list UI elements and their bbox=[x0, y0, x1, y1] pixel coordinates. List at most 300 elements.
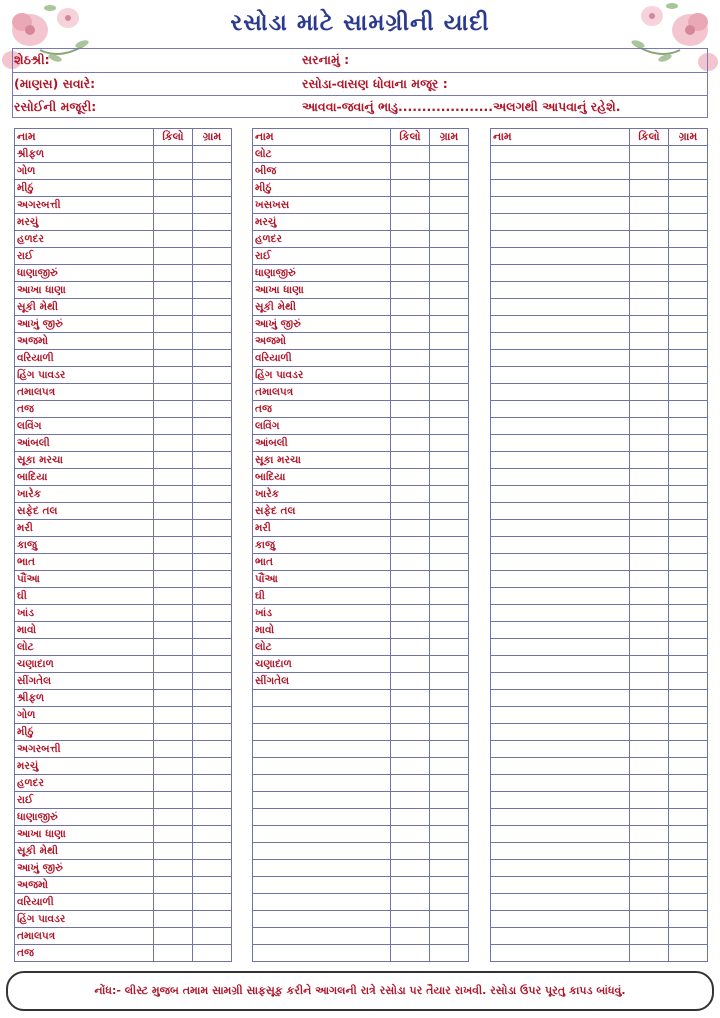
kilo-cell[interactable] bbox=[630, 520, 669, 537]
kilo-cell[interactable] bbox=[154, 758, 193, 775]
kilo-cell[interactable] bbox=[391, 231, 430, 248]
kilo-cell[interactable] bbox=[154, 384, 193, 401]
gram-cell[interactable] bbox=[193, 622, 232, 639]
gram-cell[interactable] bbox=[669, 809, 708, 826]
kilo-cell[interactable] bbox=[391, 316, 430, 333]
kilo-cell[interactable] bbox=[391, 486, 430, 503]
gram-cell[interactable] bbox=[430, 146, 469, 163]
gram-cell[interactable] bbox=[193, 282, 232, 299]
gram-cell[interactable] bbox=[669, 656, 708, 673]
kilo-cell[interactable] bbox=[630, 792, 669, 809]
gram-cell[interactable] bbox=[430, 639, 469, 656]
gram-cell[interactable] bbox=[430, 758, 469, 775]
gram-cell[interactable] bbox=[669, 231, 708, 248]
kilo-cell[interactable] bbox=[154, 197, 193, 214]
gram-cell[interactable] bbox=[669, 622, 708, 639]
gram-cell[interactable] bbox=[193, 214, 232, 231]
kilo-cell[interactable] bbox=[154, 486, 193, 503]
gram-cell[interactable] bbox=[193, 401, 232, 418]
gram-cell[interactable] bbox=[669, 741, 708, 758]
kilo-cell[interactable] bbox=[630, 571, 669, 588]
kilo-cell[interactable] bbox=[154, 860, 193, 877]
kilo-cell[interactable] bbox=[630, 605, 669, 622]
gram-cell[interactable] bbox=[193, 537, 232, 554]
gram-cell[interactable] bbox=[430, 214, 469, 231]
gram-cell[interactable] bbox=[193, 775, 232, 792]
kilo-cell[interactable] bbox=[154, 418, 193, 435]
gram-cell[interactable] bbox=[193, 554, 232, 571]
kilo-cell[interactable] bbox=[630, 265, 669, 282]
kilo-cell[interactable] bbox=[391, 350, 430, 367]
gram-cell[interactable] bbox=[193, 656, 232, 673]
gram-cell[interactable] bbox=[430, 588, 469, 605]
gram-cell[interactable] bbox=[193, 707, 232, 724]
kilo-cell[interactable] bbox=[630, 639, 669, 656]
gram-cell[interactable] bbox=[669, 945, 708, 962]
gram-cell[interactable] bbox=[193, 486, 232, 503]
kilo-cell[interactable] bbox=[391, 571, 430, 588]
kilo-cell[interactable] bbox=[391, 367, 430, 384]
gram-cell[interactable] bbox=[193, 843, 232, 860]
kilo-cell[interactable] bbox=[391, 554, 430, 571]
gram-cell[interactable] bbox=[430, 605, 469, 622]
kilo-cell[interactable] bbox=[154, 792, 193, 809]
gram-cell[interactable] bbox=[430, 486, 469, 503]
kilo-cell[interactable] bbox=[154, 333, 193, 350]
gram-cell[interactable] bbox=[669, 639, 708, 656]
gram-cell[interactable] bbox=[193, 945, 232, 962]
gram-cell[interactable] bbox=[430, 707, 469, 724]
kilo-cell[interactable] bbox=[630, 384, 669, 401]
gram-cell[interactable] bbox=[669, 707, 708, 724]
kilo-cell[interactable] bbox=[154, 571, 193, 588]
kilo-cell[interactable] bbox=[391, 435, 430, 452]
gram-cell[interactable] bbox=[669, 554, 708, 571]
gram-cell[interactable] bbox=[430, 163, 469, 180]
gram-cell[interactable] bbox=[193, 384, 232, 401]
kilo-cell[interactable] bbox=[154, 520, 193, 537]
kilo-cell[interactable] bbox=[154, 469, 193, 486]
kilo-cell[interactable] bbox=[630, 146, 669, 163]
gram-cell[interactable] bbox=[193, 826, 232, 843]
kilo-cell[interactable] bbox=[630, 248, 669, 265]
kilo-cell[interactable] bbox=[154, 775, 193, 792]
gram-cell[interactable] bbox=[669, 758, 708, 775]
kilo-cell[interactable] bbox=[154, 316, 193, 333]
gram-cell[interactable] bbox=[669, 486, 708, 503]
kilo-cell[interactable] bbox=[391, 401, 430, 418]
gram-cell[interactable] bbox=[669, 775, 708, 792]
gram-cell[interactable] bbox=[430, 928, 469, 945]
kilo-cell[interactable] bbox=[391, 605, 430, 622]
gram-cell[interactable] bbox=[669, 537, 708, 554]
kilo-cell[interactable] bbox=[630, 350, 669, 367]
gram-cell[interactable] bbox=[669, 333, 708, 350]
kilo-cell[interactable] bbox=[391, 384, 430, 401]
kilo-cell[interactable] bbox=[391, 945, 430, 962]
item-name bbox=[491, 673, 630, 690]
kilo-cell[interactable] bbox=[154, 214, 193, 231]
gram-cell[interactable] bbox=[430, 180, 469, 197]
kilo-cell[interactable] bbox=[630, 724, 669, 741]
gram-cell[interactable] bbox=[430, 826, 469, 843]
gram-cell[interactable] bbox=[669, 673, 708, 690]
kilo-cell[interactable] bbox=[391, 877, 430, 894]
gram-cell[interactable] bbox=[430, 724, 469, 741]
gram-cell[interactable] bbox=[430, 775, 469, 792]
item-name: વરિયાળી bbox=[253, 350, 391, 367]
kilo-cell[interactable] bbox=[154, 639, 193, 656]
kilo-cell[interactable] bbox=[391, 622, 430, 639]
kilo-cell[interactable] bbox=[391, 707, 430, 724]
kilo-cell[interactable] bbox=[154, 282, 193, 299]
kilo-cell[interactable] bbox=[630, 809, 669, 826]
kilo-cell[interactable] bbox=[154, 537, 193, 554]
kilo-cell[interactable] bbox=[391, 809, 430, 826]
kilo-cell[interactable] bbox=[630, 418, 669, 435]
gram-cell[interactable] bbox=[193, 418, 232, 435]
kilo-cell[interactable] bbox=[630, 503, 669, 520]
kilo-cell[interactable] bbox=[391, 537, 430, 554]
gram-cell[interactable] bbox=[669, 214, 708, 231]
kilo-cell[interactable] bbox=[391, 673, 430, 690]
gram-cell[interactable] bbox=[669, 197, 708, 214]
kilo-cell[interactable] bbox=[391, 248, 430, 265]
gram-cell[interactable] bbox=[193, 333, 232, 350]
gram-cell[interactable] bbox=[193, 724, 232, 741]
kilo-cell[interactable] bbox=[391, 656, 430, 673]
kilo-cell[interactable] bbox=[391, 588, 430, 605]
kilo-cell[interactable] bbox=[154, 350, 193, 367]
kilo-cell[interactable] bbox=[630, 537, 669, 554]
table-row bbox=[15, 367, 232, 384]
kilo-cell[interactable] bbox=[391, 197, 430, 214]
kilo-cell[interactable] bbox=[154, 180, 193, 197]
gram-cell[interactable] bbox=[193, 197, 232, 214]
kilo-cell[interactable] bbox=[630, 860, 669, 877]
kilo-cell[interactable] bbox=[154, 588, 193, 605]
kilo-cell[interactable] bbox=[630, 622, 669, 639]
gram-cell[interactable] bbox=[430, 503, 469, 520]
kilo-cell[interactable] bbox=[630, 197, 669, 214]
gram-cell[interactable] bbox=[193, 520, 232, 537]
kilo-cell[interactable] bbox=[391, 758, 430, 775]
kilo-cell[interactable] bbox=[391, 724, 430, 741]
gram-cell[interactable] bbox=[430, 299, 469, 316]
gram-cell[interactable] bbox=[430, 945, 469, 962]
gram-cell[interactable] bbox=[669, 690, 708, 707]
gram-cell[interactable] bbox=[669, 605, 708, 622]
kilo-cell[interactable] bbox=[630, 911, 669, 928]
kilo-cell[interactable] bbox=[391, 741, 430, 758]
gram-cell[interactable] bbox=[193, 690, 232, 707]
kilo-cell[interactable] bbox=[630, 231, 669, 248]
gram-cell[interactable] bbox=[430, 248, 469, 265]
gram-cell[interactable] bbox=[669, 401, 708, 418]
gram-cell[interactable] bbox=[430, 690, 469, 707]
kilo-cell[interactable] bbox=[391, 690, 430, 707]
item-name bbox=[491, 554, 630, 571]
gram-cell[interactable] bbox=[193, 231, 232, 248]
gram-cell[interactable] bbox=[669, 843, 708, 860]
kilo-cell[interactable] bbox=[391, 265, 430, 282]
gram-cell[interactable] bbox=[430, 469, 469, 486]
kilo-cell[interactable] bbox=[154, 843, 193, 860]
gram-cell[interactable] bbox=[430, 265, 469, 282]
gram-cell[interactable] bbox=[430, 367, 469, 384]
kilo-cell[interactable] bbox=[630, 486, 669, 503]
kilo-cell[interactable] bbox=[391, 826, 430, 843]
kilo-cell[interactable] bbox=[154, 928, 193, 945]
table-row bbox=[253, 656, 469, 673]
gram-cell[interactable] bbox=[193, 265, 232, 282]
gram-cell[interactable] bbox=[430, 656, 469, 673]
gram-cell[interactable] bbox=[193, 877, 232, 894]
kilo-cell[interactable] bbox=[630, 214, 669, 231]
gram-cell[interactable] bbox=[669, 588, 708, 605]
kilo-cell[interactable] bbox=[154, 894, 193, 911]
gram-cell[interactable] bbox=[430, 333, 469, 350]
gram-cell[interactable] bbox=[430, 809, 469, 826]
kilo-cell[interactable] bbox=[391, 775, 430, 792]
gram-cell[interactable] bbox=[669, 282, 708, 299]
gram-cell[interactable] bbox=[669, 367, 708, 384]
gram-cell[interactable] bbox=[669, 350, 708, 367]
gram-cell[interactable] bbox=[193, 571, 232, 588]
kilo-cell[interactable] bbox=[630, 299, 669, 316]
gram-cell[interactable] bbox=[669, 163, 708, 180]
gram-cell[interactable] bbox=[669, 894, 708, 911]
gram-cell[interactable] bbox=[430, 741, 469, 758]
kilo-cell[interactable] bbox=[630, 401, 669, 418]
kilo-cell[interactable] bbox=[630, 435, 669, 452]
kilo-cell[interactable] bbox=[630, 741, 669, 758]
kilo-cell[interactable] bbox=[630, 707, 669, 724]
kilo-cell[interactable] bbox=[630, 180, 669, 197]
kilo-cell[interactable] bbox=[391, 333, 430, 350]
kilo-cell[interactable] bbox=[630, 656, 669, 673]
gram-cell[interactable] bbox=[193, 639, 232, 656]
gram-cell[interactable] bbox=[193, 452, 232, 469]
kilo-cell[interactable] bbox=[391, 299, 430, 316]
gram-cell[interactable] bbox=[669, 299, 708, 316]
gram-cell[interactable] bbox=[430, 877, 469, 894]
kilo-cell[interactable] bbox=[630, 333, 669, 350]
kilo-cell[interactable] bbox=[630, 775, 669, 792]
gram-cell[interactable] bbox=[669, 418, 708, 435]
kilo-cell[interactable] bbox=[630, 316, 669, 333]
kilo-cell[interactable] bbox=[630, 894, 669, 911]
kilo-cell[interactable] bbox=[630, 928, 669, 945]
kilo-cell[interactable] bbox=[391, 860, 430, 877]
gram-cell[interactable] bbox=[430, 350, 469, 367]
kilo-cell[interactable] bbox=[154, 452, 193, 469]
table-row bbox=[15, 775, 232, 792]
table-row bbox=[253, 197, 469, 214]
gram-cell[interactable] bbox=[430, 231, 469, 248]
gram-cell[interactable] bbox=[193, 911, 232, 928]
gram-cell[interactable] bbox=[669, 877, 708, 894]
kilo-cell[interactable] bbox=[391, 282, 430, 299]
kilo-cell[interactable] bbox=[154, 877, 193, 894]
kilo-cell[interactable] bbox=[630, 452, 669, 469]
kilo-cell[interactable] bbox=[630, 673, 669, 690]
item-name: સફેદ તલ bbox=[15, 503, 154, 520]
gram-cell[interactable] bbox=[669, 792, 708, 809]
item-name: મરી bbox=[15, 520, 154, 537]
gram-cell[interactable] bbox=[669, 860, 708, 877]
gram-cell[interactable] bbox=[669, 911, 708, 928]
kilo-cell[interactable] bbox=[630, 282, 669, 299]
kilo-cell[interactable] bbox=[154, 248, 193, 265]
kilo-cell[interactable] bbox=[154, 163, 193, 180]
kilo-cell[interactable] bbox=[391, 180, 430, 197]
gram-cell[interactable] bbox=[193, 146, 232, 163]
kilo-cell[interactable] bbox=[391, 146, 430, 163]
table-row bbox=[15, 146, 232, 163]
kilo-cell[interactable] bbox=[391, 792, 430, 809]
kilo-cell[interactable] bbox=[154, 656, 193, 673]
kilo-cell[interactable] bbox=[630, 367, 669, 384]
gram-cell[interactable] bbox=[193, 741, 232, 758]
gram-cell[interactable] bbox=[193, 503, 232, 520]
kilo-cell[interactable] bbox=[154, 826, 193, 843]
gram-cell[interactable] bbox=[193, 588, 232, 605]
kilo-cell[interactable] bbox=[154, 809, 193, 826]
kilo-cell[interactable] bbox=[154, 299, 193, 316]
gram-cell[interactable] bbox=[430, 384, 469, 401]
gram-cell[interactable] bbox=[669, 180, 708, 197]
kilo-cell[interactable] bbox=[154, 673, 193, 690]
gram-cell[interactable] bbox=[193, 469, 232, 486]
gram-cell[interactable] bbox=[193, 316, 232, 333]
gram-cell[interactable] bbox=[430, 571, 469, 588]
gram-cell[interactable] bbox=[193, 809, 232, 826]
gram-cell[interactable] bbox=[193, 350, 232, 367]
gram-cell[interactable] bbox=[430, 673, 469, 690]
gram-cell[interactable] bbox=[193, 758, 232, 775]
kilo-cell[interactable] bbox=[391, 214, 430, 231]
gram-cell[interactable] bbox=[430, 554, 469, 571]
kilo-cell[interactable] bbox=[630, 554, 669, 571]
gram-cell[interactable] bbox=[193, 894, 232, 911]
kilo-cell[interactable] bbox=[154, 690, 193, 707]
gram-cell[interactable] bbox=[669, 571, 708, 588]
gram-cell[interactable] bbox=[669, 503, 708, 520]
gram-cell[interactable] bbox=[430, 894, 469, 911]
kilo-cell[interactable] bbox=[391, 843, 430, 860]
kilo-cell[interactable] bbox=[154, 401, 193, 418]
kilo-cell[interactable] bbox=[154, 911, 193, 928]
gram-cell[interactable] bbox=[669, 469, 708, 486]
gram-cell[interactable] bbox=[193, 180, 232, 197]
kilo-cell[interactable] bbox=[391, 452, 430, 469]
gram-cell[interactable] bbox=[669, 384, 708, 401]
gram-cell[interactable] bbox=[430, 197, 469, 214]
kilo-cell[interactable] bbox=[630, 469, 669, 486]
kilo-cell[interactable] bbox=[154, 146, 193, 163]
kilo-cell[interactable] bbox=[391, 911, 430, 928]
kilo-cell[interactable] bbox=[391, 894, 430, 911]
gram-cell[interactable] bbox=[669, 520, 708, 537]
gram-cell[interactable] bbox=[193, 928, 232, 945]
gram-cell[interactable] bbox=[193, 605, 232, 622]
gram-cell[interactable] bbox=[669, 146, 708, 163]
kilo-cell[interactable] bbox=[154, 435, 193, 452]
kilo-cell[interactable] bbox=[391, 503, 430, 520]
gram-cell[interactable] bbox=[430, 622, 469, 639]
kilo-cell[interactable] bbox=[154, 945, 193, 962]
gram-cell[interactable] bbox=[193, 860, 232, 877]
kilo-cell[interactable] bbox=[154, 622, 193, 639]
kilo-cell[interactable] bbox=[154, 741, 193, 758]
gram-cell[interactable] bbox=[430, 537, 469, 554]
gram-cell[interactable] bbox=[669, 265, 708, 282]
kilo-cell[interactable] bbox=[154, 367, 193, 384]
kilo-cell[interactable] bbox=[154, 554, 193, 571]
table-row bbox=[15, 928, 232, 945]
gram-cell[interactable] bbox=[430, 418, 469, 435]
kilo-cell[interactable] bbox=[391, 639, 430, 656]
gram-cell[interactable] bbox=[193, 435, 232, 452]
gram-cell[interactable] bbox=[669, 316, 708, 333]
gram-cell[interactable] bbox=[193, 792, 232, 809]
gram-cell[interactable] bbox=[430, 282, 469, 299]
kilo-cell[interactable] bbox=[630, 163, 669, 180]
gram-cell[interactable] bbox=[430, 520, 469, 537]
kilo-cell[interactable] bbox=[154, 503, 193, 520]
gram-cell[interactable] bbox=[193, 367, 232, 384]
kilo-cell[interactable] bbox=[630, 690, 669, 707]
gram-cell[interactable] bbox=[430, 911, 469, 928]
kilo-cell[interactable] bbox=[154, 724, 193, 741]
gram-cell[interactable] bbox=[430, 401, 469, 418]
gram-cell[interactable] bbox=[193, 163, 232, 180]
table-row bbox=[491, 265, 708, 282]
gram-cell[interactable] bbox=[193, 673, 232, 690]
kilo-cell[interactable] bbox=[391, 163, 430, 180]
kilo-cell[interactable] bbox=[630, 843, 669, 860]
kilo-cell[interactable] bbox=[154, 231, 193, 248]
kilo-cell[interactable] bbox=[630, 945, 669, 962]
gram-cell[interactable] bbox=[430, 435, 469, 452]
gram-cell[interactable] bbox=[669, 928, 708, 945]
kilo-cell[interactable] bbox=[630, 877, 669, 894]
kilo-cell[interactable] bbox=[630, 588, 669, 605]
kilo-cell[interactable] bbox=[630, 826, 669, 843]
kilo-cell[interactable] bbox=[154, 265, 193, 282]
gram-cell[interactable] bbox=[669, 826, 708, 843]
gram-cell[interactable] bbox=[430, 792, 469, 809]
kilo-cell[interactable] bbox=[154, 707, 193, 724]
gram-cell[interactable] bbox=[669, 452, 708, 469]
gram-cell[interactable] bbox=[669, 724, 708, 741]
gram-cell[interactable] bbox=[430, 452, 469, 469]
kilo-cell[interactable] bbox=[391, 469, 430, 486]
gram-cell[interactable] bbox=[193, 248, 232, 265]
kilo-cell[interactable] bbox=[391, 418, 430, 435]
gram-cell[interactable] bbox=[430, 843, 469, 860]
kilo-cell[interactable] bbox=[391, 520, 430, 537]
kilo-cell[interactable] bbox=[630, 758, 669, 775]
gram-cell[interactable] bbox=[430, 860, 469, 877]
gram-cell[interactable] bbox=[430, 316, 469, 333]
gram-cell[interactable] bbox=[193, 299, 232, 316]
kilo-cell[interactable] bbox=[154, 605, 193, 622]
kilo-cell[interactable] bbox=[391, 928, 430, 945]
gram-cell[interactable] bbox=[669, 435, 708, 452]
gram-cell[interactable] bbox=[669, 248, 708, 265]
